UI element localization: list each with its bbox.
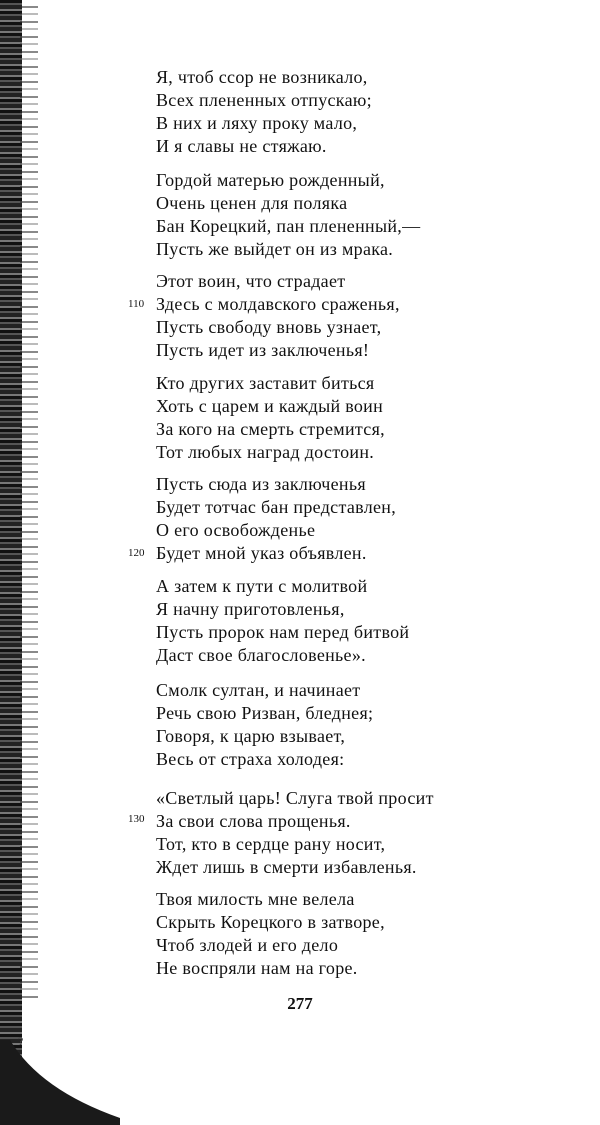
stanza [156,679,486,771]
verse-line: За свои слова прощенья. [156,811,351,831]
verse-line: Чтоб злодей и его дело [156,935,339,955]
verse-line: Ждет лишь в смерти избавленья. [156,857,417,877]
stanza [156,888,486,980]
verse-line: «Светлый царь! Слуга твой просит [156,788,434,808]
stanza [156,372,486,464]
line-number: 120 [128,547,145,559]
verse-line: О его освобожденье [156,520,316,540]
verse-line: Твоя милость мне велела [156,889,355,909]
page-number: 277 [287,994,313,1013]
stanza [156,787,486,879]
verse-line: Пусть же выйдет он из мрака. [156,239,394,259]
verse-line: Бан Корецкий, пан плененный,— [156,216,421,236]
verse-line: Весь от страха холодея: [156,749,345,769]
stanza [156,66,486,158]
verse-line: Будет мной указ объявлен. [156,543,367,563]
verse-line: Хоть с царем и каждый воин [156,396,384,416]
verse-line: А затем к пути с молитвой [156,576,368,596]
verse-line: Гордой матерью рожденный, [156,170,385,190]
verse-line: Пусть свободу вновь узнает, [156,317,382,337]
line-number: 130 [128,813,145,825]
verse-line: Тот, кто в сердце рану носит, [156,834,386,854]
verse-line: Скрыть Корецкого в затворе, [156,912,385,932]
verse-line: Будет тотчас бан представлен, [156,497,397,517]
margin-mark: ? [18,1034,24,1048]
stanza [156,169,486,261]
verse-line: Этот воин, что страдает [156,271,346,291]
binding-edge [20,0,38,1000]
verse-line: Я начну приготовленья, [156,599,345,619]
verse-line: Пусть сюда из заключенья [156,474,366,494]
verse-line: Очень ценен для поляка [156,193,348,213]
verse-line: Тот любых наград достоин. [156,442,375,462]
verse-line: Я, чтоб ссор не возникало, [156,67,368,87]
verse-line: Пусть идет из заключенья! [156,340,370,360]
verse-line: Пусть пророк нам перед битвой [156,622,410,642]
verse-line: Не воспряли нам на горе. [156,958,358,978]
stanza [156,575,486,667]
verse-line: И я славы не стяжаю. [156,136,327,156]
verse-line: За кого на смерть стремится, [156,419,385,439]
stanza [156,270,486,362]
verse-line: Даст свое благословенье». [156,645,366,665]
verse-line: Речь свою Ризван, бледнея; [156,703,374,723]
line-number: 110 [128,298,145,310]
verse-line: Кто других заставит биться [156,373,375,393]
page-corner-shadow [0,1040,120,1125]
verse-line: Смолк султан, и начинает [156,680,361,700]
verse-line: Говоря, к царю взывает, [156,726,346,746]
verse-line: Всех плененных отпускаю; [156,90,372,110]
binding-shadow [0,0,22,1125]
stanza [156,473,486,565]
verse-line: Здесь с молдавского сраженья, [156,294,400,314]
verse-line: В них и ляху проку мало, [156,113,358,133]
